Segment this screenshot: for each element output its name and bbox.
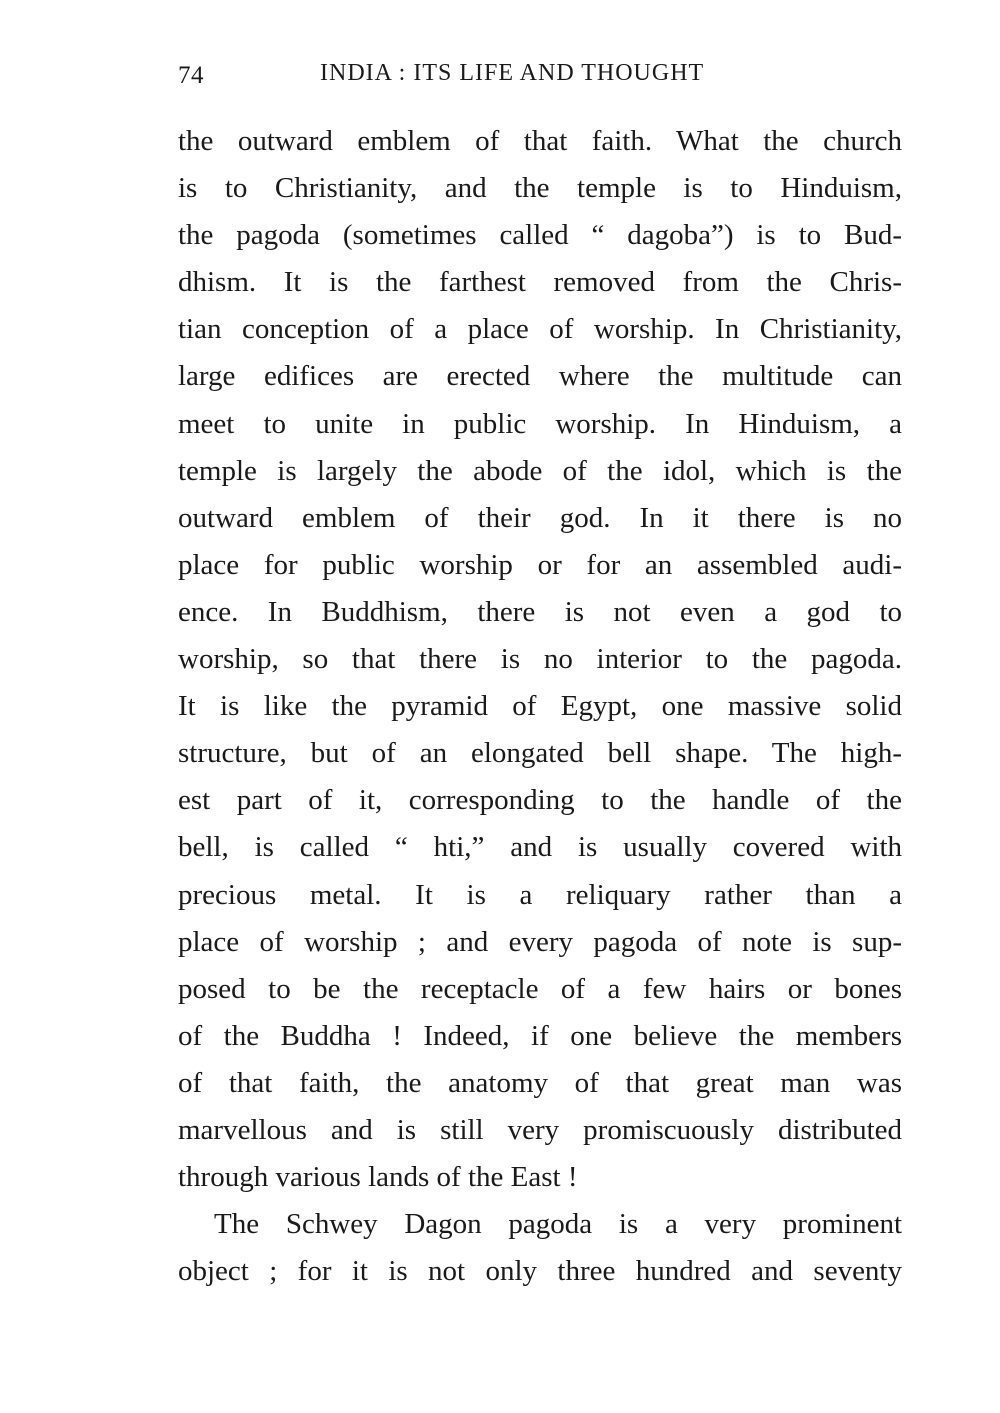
text-line: meet to unite in public worship. In Hinduism, a [178, 407, 902, 440]
paragraph-2 [178, 1201, 902, 1295]
text-line: precious metal. It is a reliquary rather than a [178, 878, 902, 911]
text-line: posed to be the receptacle of a few hairs or bones [178, 972, 902, 1005]
text-line: object ; for it is not only three hundred and seventy [178, 1255, 902, 1288]
text-line: the outward emblem of that faith. What the church [178, 125, 902, 157]
text-line: through various lands of the East ! [178, 1161, 578, 1194]
running-head [178, 58, 902, 98]
page-number: 74 [178, 62, 204, 89]
text-line: of that faith, the anatomy of that great man was [178, 1066, 902, 1099]
text-line: structure, but of an elongated bell shape. The high- [178, 737, 902, 770]
paragraph-1 [178, 118, 902, 1201]
running-title: INDIA : ITS LIFE AND THOUGHT [320, 60, 705, 86]
text-line: large edifices are erected where the multitude can [178, 360, 902, 393]
text-line: is to Christianity, and the temple is to Hinduism, [178, 172, 902, 205]
text-line: the pagoda (sometimes called “ dagoba”) is to Bud- [178, 219, 902, 252]
text-line: est part of it, corresponding to the handle of the [178, 784, 902, 817]
text-line: marvellous and is still very promiscuously distributed [178, 1113, 902, 1146]
text-line: bell, is called “ hti,” and is usually covered with [178, 831, 902, 864]
text-line: of the Buddha ! Indeed, if one believe the members [178, 1019, 902, 1052]
text-line: The Schwey Dagon pagoda is a very prominent [214, 1208, 902, 1241]
text-line: ence. In Buddhism, there is not even a god to [178, 595, 902, 628]
text-line: outward emblem of their god. In it there is no [178, 501, 902, 534]
text-line: place of worship ; and every pagoda of note is sup- [178, 925, 902, 958]
text-line: dhism. It is the farthest removed from the Chris- [178, 266, 902, 299]
text-line: It is like the pyramid of Egypt, one massive solid [178, 690, 902, 723]
text-line: place for public worship or for an assembled audi- [178, 548, 902, 581]
body-text [178, 118, 902, 1295]
text-line: tian conception of a place of worship. In Christianity, [178, 313, 902, 346]
text-line: worship, so that there is no interior to the pagoda. [178, 643, 902, 676]
text-line: temple is largely the abode of the idol, which is the [178, 454, 902, 487]
